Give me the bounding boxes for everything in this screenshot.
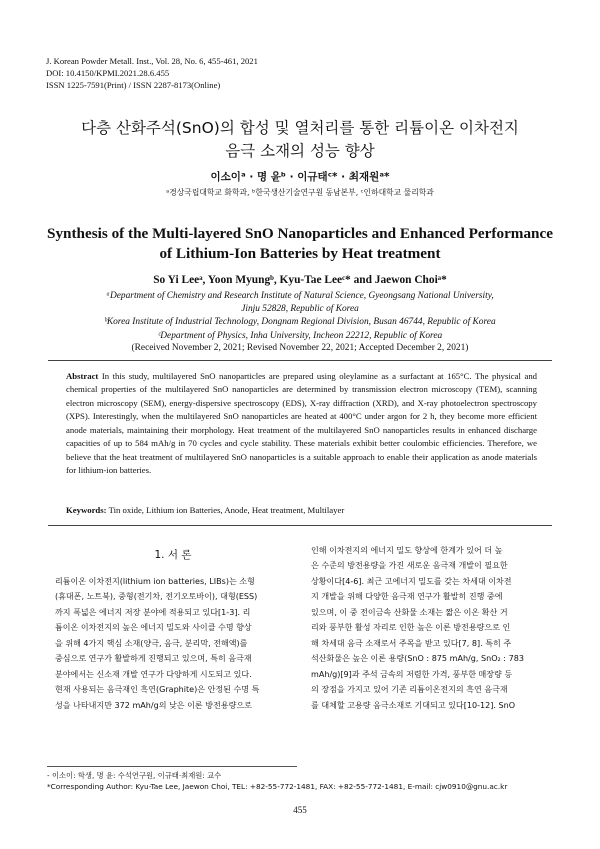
affiliation-c: ᶜDepartment of Physics, Inha University, Incheon 22212, Republic of Korea xyxy=(157,330,443,341)
abstract xyxy=(66,370,537,478)
body-line: 의 장점을 가지고 있어 기존 리튬이온전지의 흑연 음극재 xyxy=(311,685,508,695)
journal-doi: DOI: 10.4150/KPMI.2021.28.6.455 xyxy=(46,68,170,78)
english-title-line1: Synthesis of the Multi-layered SnO Nanoparticles and Enhanced Performance xyxy=(47,225,553,242)
abstract-top-rule xyxy=(48,360,552,361)
affiliation-b: ᵇKorea Institute of Industrial Technology, Dongnam Regional Division, Busan 46744, Republic of Korea xyxy=(104,317,496,328)
body-line: 튬이온 이차전지의 높은 에너지 밀도와 사이클 수명 향상 xyxy=(55,623,252,633)
journal-issn: ISSN 1225-7591(Print) / ISSN 2287-8173(Online) xyxy=(46,80,221,90)
body-line: 은 수준의 방전용량을 가진 새로운 음극재 개발이 필요한 xyxy=(311,561,508,571)
body-line: 중심으로 연구가 활발하게 진행되고 있으며, 특히 음극재 xyxy=(55,654,252,664)
body-line: 상황이다[4-6]. 최근 고에너지 밀도를 갖는 차세대 이차전 xyxy=(311,576,512,586)
english-authors: So Yi Leeᵃ, Yoon Myungᵇ, Kyu-Tae Leeᶜ* and Jaewon Choiᵃ* xyxy=(153,274,447,286)
affiliation-a: ᵃDepartment of Chemistry and Research Institute of Natural Science, Gyeongsang National University, xyxy=(106,291,494,301)
keywords-label: Keywords: xyxy=(66,505,107,515)
body-line: mAh/g)[9]과 주석 금속의 저렴한 가격, 풍부한 매장량 등 xyxy=(311,669,513,679)
body-line: (휴대폰, 노트북), 중형(전기차, 전기오토바이), 대형(ESS) xyxy=(55,592,258,602)
english-title-line2: of Lithium-Ion Batteries by Heat treatment xyxy=(159,245,441,262)
keywords-text: Tin oxide, Lithium ion Batteries, Anode, Heat treatment, Multilayer xyxy=(108,505,345,515)
body-line: 석산화물은 높은 이론 용량(SnO : 875 mAh/g, SnO₂ : 783 xyxy=(311,654,524,664)
body-line: 까지 폭넓은 에너지 저장 분야에 적용되고 있다[1-3]. 리 xyxy=(55,607,251,617)
footnote-author-roles: - 이소이: 학생, 명 윤: 수석연구원, 이규태·최재원: 교수 xyxy=(47,771,222,780)
english-title xyxy=(20,224,580,264)
korean-title-line2: 음극 소재의 성능 향상 xyxy=(225,142,375,160)
body-line: 지 개발을 위해 다양한 음극재 연구가 활발히 진행 중에 xyxy=(311,592,503,602)
footnote-rule xyxy=(47,766,297,767)
body-column-right xyxy=(311,543,554,713)
journal-citation: J. Korean Powder Metall. Inst., Vol. 28, No. 6, 455-461, 2021 xyxy=(46,56,258,66)
body-line: 를 대체할 고용량 음극소재로 기대되고 있다[10-12]. SnO xyxy=(311,700,516,710)
body-line: 있으며, 이 중 전이금속 산화물 소재는 짧은 이온 확산 거 xyxy=(311,607,508,617)
keywords xyxy=(66,505,537,515)
body-column-left xyxy=(55,574,293,713)
english-affiliations xyxy=(20,290,580,343)
body-line: 분야에서는 신소재 개발 연구가 다양하게 시도되고 있다. xyxy=(55,669,252,679)
footnote-corresponding-author: *Corresponding Author: Kyu-Tae Lee, Jaewon Choi, TEL: +82-55-772-1481, FAX: +82-55-772-1481, E-mail: cjw0910@gnu.ac.kr xyxy=(47,782,508,791)
korean-affiliations: ᵃ경상국립대학교 화학과, ᵇ한국생산기술연구원 동남본부, ᶜ인하대학교 물리학과 xyxy=(166,188,434,197)
body-line: 성을 나타내지만 372 mAh/g의 낮은 이론 방전용량으로 xyxy=(55,700,252,710)
body-line: 인해 이차전지의 에너지 밀도 향상에 한계가 있어 더 높 xyxy=(311,546,503,555)
journal-info xyxy=(46,55,258,91)
body-line: 리튬이온 이차전지(lithium ion batteries, LIBs)는 소형 xyxy=(55,577,255,586)
korean-authors: 이소이ᵃ · 명 윤ᵇ · 이규태ᶜ* · 최재원ᵃ* xyxy=(210,171,390,183)
body-line: 해 차세대 음극 소재로서 주목을 받고 있다[7, 8]. 특히 주 xyxy=(311,638,512,648)
abstract-text: In this study, multilayered SnO nanoparticles are prepared using oleylamine as a surfactant at 165°C. The physical and chemical properties of the multilayered SnO nanoparticles are determined by transmission electron microscopy (TEM), scanning electron microscopy (SEM), energy-dispersive spectroscopy (EDS), X-ray diffraction (XRD), and X-ray photoelectron spectroscopy (XPS). Interestingly, when the multilayered SnO nanoparticles are heated at 400°C under argon for 2 h, they become more efficient anode materials, maintaining their morphology. Heat treatment of the multilayered SnO nanoparticles results in enhanced discharge capacities of up to 584 mAh/g in 70 cycles and cycle stability. These materials exhibit better coulombic efficiencies. Therefore, we believe that the heat treatment of multilayered SnO nanoparticles is a suitable approach to enable their application as anode materials for lithium-ion batteries. xyxy=(66,371,538,476)
affiliation-a-city: Jinju 52828, Republic of Korea xyxy=(241,304,359,315)
received-dates: (Received November 2, 2021; Revised November 22, 2021; Accepted December 2, 2021) xyxy=(131,343,469,353)
section-heading-introduction: 1. 서 론 xyxy=(154,549,192,561)
page-number: 455 xyxy=(293,805,307,815)
korean-title xyxy=(0,117,600,163)
body-line: 현재 사용되는 음극재인 흑연(Graphite)은 안정된 수명 특 xyxy=(55,685,260,695)
body-line: 리와 풍부한 활성 자리로 인한 높은 이론 방전용량으로 인 xyxy=(311,623,511,633)
body-line: 을 위해 4가지 핵심 소재(양극, 음극, 분리막, 전해액)를 xyxy=(55,638,248,648)
abstract-label: Abstract xyxy=(66,371,99,381)
korean-title-line1: 다층 산화주석(SnO)의 합성 및 열처리를 통한 리튬이온 이차전지 xyxy=(81,119,519,137)
abstract-bottom-rule xyxy=(48,525,552,526)
